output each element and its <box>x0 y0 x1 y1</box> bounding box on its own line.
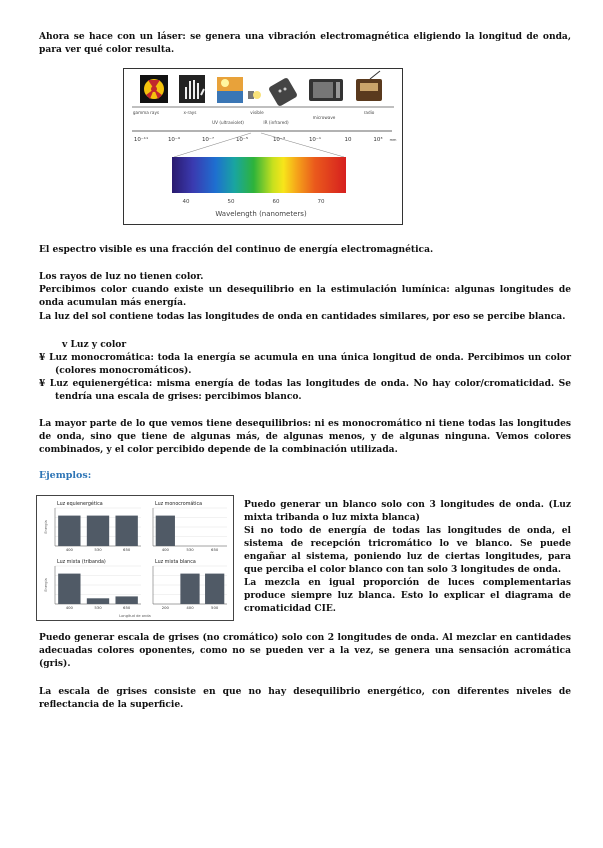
examples-heading: Ejemplos: <box>39 470 92 481</box>
wavelength-tick: 70 <box>317 199 325 205</box>
tick-label: 500 <box>211 605 219 610</box>
band-label: microwave <box>312 115 336 120</box>
chart-title: Luz equienergética <box>57 502 103 507</box>
scale-label: 10⁻³ <box>272 137 286 143</box>
scale-label: 10³ <box>373 137 383 143</box>
side-paragraph-1: Puedo generar un blanco solo con 3 longitudes de onda. (Luz mixta tribanda o luz mixta blanca) <box>244 499 571 523</box>
luz-color-heading: v Luz y color <box>62 339 127 350</box>
tick-label: 650 <box>123 605 131 610</box>
bar <box>205 574 224 604</box>
bullet-equienergetica: ¥ Luz equienergética: misma energía de todas las longitudes de onda. No hay color/cromaticidad. Se tendría una escala de grises: percibimos blanco. <box>39 378 571 402</box>
wavelength-tick: 50 <box>227 199 235 205</box>
x-axis-label: Longitud de onda <box>119 614 151 618</box>
tick-label: 400 <box>65 605 73 610</box>
tick-label: 400 <box>186 605 194 610</box>
rays-line-1: Los rayos de luz no tienen color. <box>39 271 204 282</box>
wavelength-tick: 60 <box>272 199 280 205</box>
wavelength-tick: 40 <box>182 199 190 205</box>
bar <box>58 574 80 604</box>
spectrum-figure <box>123 68 403 225</box>
tick-label: 650 <box>211 547 219 552</box>
light-bulb-icon <box>248 91 261 99</box>
xray-hand-icon <box>179 75 205 103</box>
intro-paragraph: Ahora se hace con un láser: se genera una vibración electromagnética eligiendo la longitud de onda, para ver qué color resulta. <box>39 31 571 55</box>
escala-paragraph: La escala de grises consiste en que no hay desequilibrio energético, con diferentes niveles de reflectancia de la superficie. <box>39 686 571 710</box>
side-paragraph-3: La mezcla en igual proporción de luces complementarias produce siempre luz blanca. Esto lo explicar el diagrama de cromaticidad CIE. <box>244 577 571 614</box>
scale-label: 10⁻⁹ <box>167 137 181 143</box>
tick-label: 530 <box>186 547 194 552</box>
chart-title: Luz mixta blanca <box>155 560 196 565</box>
y-axis-label: Energía <box>44 520 48 534</box>
bullet-monocromatica: ¥ Luz monocromática: toda la energía se acumula en una única longitud de onda. Percibimos un color (colores monocromáticos). <box>39 352 571 376</box>
tick-label: 400 <box>161 547 169 552</box>
tick-label: 400 <box>65 547 73 552</box>
rays-line-3: La luz del sol contiene todas las longitudes de onda en cantidades similares, por eso se percibe blanca. <box>39 311 566 322</box>
remote-control-icon <box>268 77 298 107</box>
scale-label: 10⁻¹ <box>308 137 322 143</box>
bar <box>115 596 137 604</box>
bar <box>58 516 80 546</box>
side-paragraph-2: Si no todo de energía de todas las longitudes de onda, el sistema de recepción tricromático lo ve blanco. Se puede engañar al sistema, poniendo luz de ciertas longitudes, para que perciba el color blanco con tan solo 3 longitudes de onda. <box>244 525 571 575</box>
energy-bar-charts <box>36 495 234 621</box>
grises-paragraph: Puedo generar escala de grises (no cromático) solo con 2 longitudes de onda. Al mezclar en cantidades adecuadas colores oponentes, como no se pueden ver a la vez, se genera una sensación acromática (gris). <box>39 632 571 669</box>
chart-title: Luz monocromática <box>155 502 203 507</box>
bar <box>180 574 199 604</box>
band-label: visible <box>250 110 264 115</box>
y-axis-label: Energía <box>44 578 48 592</box>
sun-tanning-icon <box>217 77 243 103</box>
radio-icon <box>356 71 382 101</box>
scale-label: 10⁻⁷ <box>201 137 215 143</box>
microwave-icon <box>309 79 343 101</box>
scale-label: 10⁻⁵ <box>235 137 249 143</box>
scale-label: 10 <box>344 137 352 143</box>
scale-label: 10⁻¹¹ <box>133 137 149 143</box>
wavelength-axis-title: Wavelength (nanometers) <box>215 210 307 218</box>
bar <box>156 516 175 546</box>
bar <box>87 516 109 546</box>
band-label: IR (infrared) <box>263 120 289 125</box>
bar <box>87 598 109 604</box>
tick-label: 200 <box>161 605 169 610</box>
rays-line-2: Percibimos color cuando existe un desequilibrio en la estimulación lumínica: algunas longitudes de onda acumulan más energía. <box>39 284 571 308</box>
scale-unit: mm <box>389 138 397 142</box>
visible-paragraph: El espectro visible es una fracción del continuo de energía electromagnética. <box>39 244 434 255</box>
bar <box>115 516 137 546</box>
radiation-icon <box>140 75 168 103</box>
tick-label: 530 <box>94 547 102 552</box>
band-label: UV (ultraviolet) <box>212 120 244 125</box>
tick-label: 530 <box>94 605 102 610</box>
visible-spectrum-bar <box>172 157 346 193</box>
mayor-paragraph: La mayor parte de lo que vemos tiene desequilibrios: ni es monocromático ni tiene todas las longitudes de onda, sino que tiene de algunas más, de algunas menos, y de algunas ninguna. Vemos colores combinados, y el color percibido depende de la combinación utilizada. <box>39 418 571 455</box>
band-label: radio <box>363 110 375 115</box>
chart-title: Luz mixta (tribanda) <box>57 560 106 565</box>
band-label: gamma rays <box>132 110 160 115</box>
tick-label: 650 <box>123 547 131 552</box>
band-label: x-rays <box>183 110 197 115</box>
